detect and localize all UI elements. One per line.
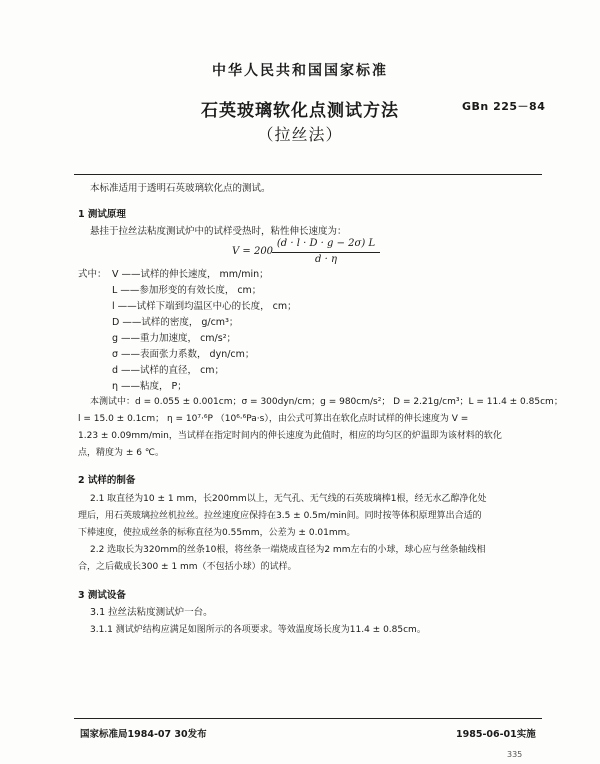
section-3-heading: 3 测试设备 bbox=[78, 590, 126, 601]
calc-line-1: 本测试中：d = 0.055 ± 0.001cm；σ = 300dyn/cm；g = 980cm/s²； D = 2.21g/cm³；L = 11.4 ± 0.85cm； bbox=[90, 397, 563, 407]
fraction-bar bbox=[272, 252, 380, 253]
footer-divider bbox=[74, 718, 542, 719]
formula-numerator: (d · l · D · g − 2σ) L bbox=[276, 238, 376, 249]
effective-date: 1985-06-01实施 bbox=[456, 729, 536, 740]
def-gravity: g ——重力加速度， cm/s²； bbox=[112, 333, 237, 344]
section-1-heading: 1 测试原理 bbox=[78, 209, 126, 220]
section-2-2-line-1: 2.2 选取长为320mm的丝条10根，将丝条一端烧成直径为2 mm左右的小球，球心应与丝条轴线相 bbox=[90, 545, 486, 555]
def-diameter: d ——试样的直径， cm； bbox=[112, 365, 225, 376]
def-effective-length: L ——参加形变的有效长度， cm； bbox=[112, 285, 262, 296]
header-divider bbox=[74, 174, 542, 175]
section-2-heading: 2 试样的制备 bbox=[78, 475, 136, 486]
page-number: 335 bbox=[507, 750, 523, 759]
standard-title: 中华人民共和国国家标准 bbox=[212, 63, 388, 79]
section-2-1-line-1: 2.1 取直径为10 ± 1 mm，长200mm以上，无气孔、无气线的石英玻璃棒1根，经无水乙醇净化处 bbox=[90, 494, 487, 504]
section-2-1-line-2: 理后，用石英玻璃拉丝机拉丝。拉丝速度应保持在3.5 ± 0.5m/min间。同时按等体积原理算出合适的 bbox=[78, 511, 482, 521]
def-viscosity: η ——粘度， P； bbox=[112, 381, 187, 392]
document-title: 石英玻璃软化点测试方法 bbox=[201, 101, 399, 121]
calc-line-3: 1.23 ± 0.09mm/min，当试样在指定时间内的伸长速度为此值时，相应的均匀区的炉温即为该材料的软化 bbox=[78, 431, 502, 441]
section-3-1-1: 3.1.1 测试炉结构应满足如图所示的各项要求。等效温度场长度为11.4 ± 0.85cm。 bbox=[90, 625, 426, 635]
def-density: D ——试样的密度， g/cm³； bbox=[112, 317, 239, 328]
section-2-1-line-3: 下棒速度，使拉成丝条的标称直径为0.55mm，公差为 ± 0.01mm。 bbox=[78, 528, 356, 538]
def-velocity: V ——试样的伸长速度， mm/min； bbox=[112, 269, 269, 280]
section-3-1: 3.1 拉丝法粘度测试炉一台。 bbox=[90, 607, 213, 618]
def-surface-tension: σ ——表面张力系数， dyn/cm； bbox=[112, 349, 255, 360]
calc-line-2: l = 15.0 ± 0.1cm； η = 10⁷·⁶P （10⁶·⁶Pa·s），由公式可算出在软化点时试样的伸长速度为 V = bbox=[78, 414, 469, 424]
intro-paragraph: 本标准适用于透明石英玻璃软化点的测试。 bbox=[90, 183, 271, 194]
section-1-paragraph: 悬挂于拉丝法粘度测试炉中的试样受热时，粘性伸长速度为： bbox=[90, 226, 347, 237]
formula-denominator: d · η bbox=[315, 254, 337, 265]
formula-lhs: V = 200 bbox=[232, 246, 274, 257]
document-subtitle: （拉丝法） bbox=[257, 125, 343, 144]
def-sample-length: l ——试样下端到均温区中心的长度， cm； bbox=[112, 301, 297, 312]
calc-line-4: 点，精度为 ± 6 ℃。 bbox=[78, 448, 164, 458]
where-label: 式中： bbox=[78, 269, 107, 280]
document-code: GBn 225－84 bbox=[462, 100, 546, 113]
issued-date: 国家标准局1984-07 30发布 bbox=[80, 729, 207, 740]
section-2-2-line-2: 合，之后截成长300 ± 1 mm（不包括小球）的试样。 bbox=[78, 562, 297, 572]
